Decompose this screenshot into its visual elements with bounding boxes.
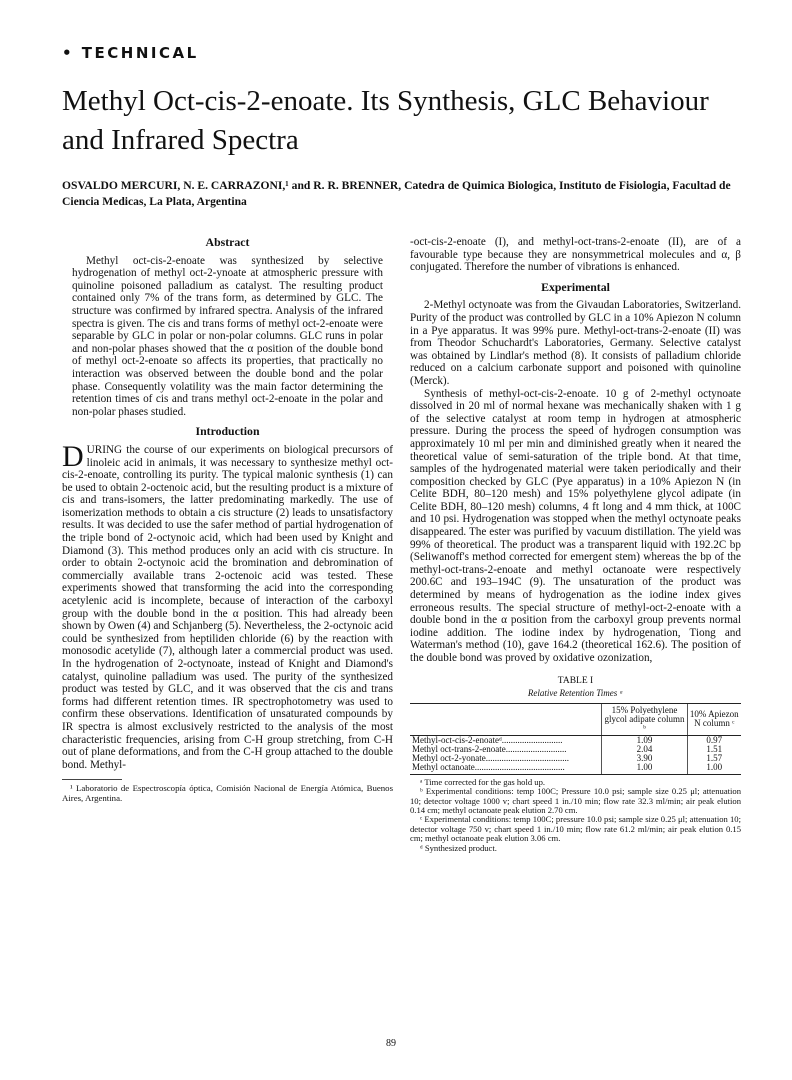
retention-table — [410, 703, 741, 775]
table-cell: 1.57 — [687, 754, 741, 763]
table-cell: 0.97 — [687, 735, 741, 745]
table-cell: Methyl oct-2-yonate..................................... — [412, 752, 569, 763]
right-column — [410, 236, 741, 853]
section-label: • TECHNICAL — [62, 44, 199, 62]
table-cell: 1.09 — [602, 735, 687, 745]
footnote: ¹ Laboratorio de Espectroscopía óptica, Comisión Nacional de Energía Atómica, Buenos Aires, Argentina. — [62, 783, 393, 804]
table-cell: Methyl-oct-cis-2-enoateᵈ........................... — [412, 734, 563, 745]
table-header-row — [410, 703, 741, 735]
table-cell: 1.00 — [687, 763, 741, 775]
table-note: ᵇ Experimental conditions: temp 100C; Pressure 10.0 psi; sample size 0.25 μl; attenuation 10; detector voltage 1000 v; chart speed 1 in./10 min; flow rate 32.3 ml/min; air peak elution 0.14 cm; methyl octanoate peak elution 2.70 cm. — [410, 786, 741, 815]
table-note: ᵃ Time corrected for the gas hold up. — [420, 776, 546, 787]
table-note: ᶜ Experimental conditions: temp 100C; pressure 10.0 psi; sample size 0.25 μl; attenuation 10; detector voltage 750 v; chart speed 1 in./10 min; flow rate 61.2 ml/min; air peak elution 0.15 cm; methyl octanoate peak elution 3.06 cm. — [410, 814, 741, 844]
introduction-body: URING the course of our experiments on biological precursors of linoleic acid in animals, it was necessary to synthesize methyl oct-cis-2-enoate, controlling its purity. The typical malonic synthesis (1) can be used to obtain 2-octenoic acid, but the resulting product is a mixture of cis and trans-isomers, the latter predominating markedly. The use of isomerization methods to obtain a cis structure (2) leads to unsatisfactory results. It was decided to use the safer method of partial hydrogenation of the triple bond of 2-octynoic acid, which had been used by Knight and Diamond (3). This method produces only an acid with cis structure. In order to obtain 2-octynoic acid the bromination and debromination of commercially available trans 2-octenoic acid was tested. These experiments showed that transforming the acid into the corresponding acetylenic acid is incomplete, because of interaction of the carboxyl group with the double bond in the α position. This had already been shown by Owen (4) and Schjanberg (5). Nevertheless, the 2-octynoic acid could be synthesized from heptiliden chloride (6) by the reaction with monosodic acetylide (7), although later a commercial product was used. In the hydrogenation of 2-octynoate, instead of Knight and Diamond's catalyst, quinoline palladium was used. The purity of the synthesized product was tested by GLC, and it was observed that the cis and trans forms had different retention times. IR spectrophotometry was used to confirm these observations. Identification of unsaturated compounds by IR spectra is almost exclusively restricted to the analysis of the most characteristic frequencies, arising from C-H group stretching, from C-H out of plane deformations, and from the C-H group attached to the double bond. Methyl- — [62, 443, 393, 771]
table-cell: 2.04 — [602, 745, 687, 754]
drop-cap: D — [62, 439, 84, 473]
experimental-paragraph-2: Synthesis of methyl-oct-cis-2-enoate. 10 g of 2-methyl octynoate dissolved in 20 ml of normal hexane was mechanically shaken with 1 g of the selective catalyst at room temp in hydrogen at atmospheric pressure. During the process the speed of hydrogen consumption was approximately 10 ml per min and diminished greatly when it neared the theoretical value of semi-saturation of the triple bond. At that time, samples of the hydrogenated material were taken periodically and their composition checked by GLC (Pye apparatus) in a 10% Apiezon N (in Celite BDH, 80–120 mesh) and 15% polyethylene glycol adipate (in Celite BDH, 80–120 mesh) columns, 4 ft long and 4 mm thick, at 100C and 10 psi. Hydrogenation was stopped when the methyl octynoate peaks disappeared. The ester was purified by vacuum distillation. The yield was 99% of theoretical. The product was a transparent liquid with 192.2C bp (Seliwanoff's method corrected for emergent stem) whereas the bp of the methyl-oct-trans-2-enoate and methyl octanoate were respectively 200.6C and 193–194C (9). The unsaturation of the product was determined by means of hydrogenation as the iodine index gives erroneous results. The special structure of methyl-oct-2-enoate with a double bond in the α position from the carboxyl group prevents normal iodine addition. The iodine index by hydrogenation, Tiong and Waterman's method (10), gave 164.2 (theoretical 162.6). The position of the double bond was proved by oxidative ozonization, — [410, 387, 741, 664]
continued-text: -oct-cis-2-enoate (I), and methyl-oct-trans-2-enoate (II), are of a favourable type because they are nonsymmetrical molecules and α, β conjugated. Therefore the number of vibrations is enhanced. — [410, 236, 741, 274]
page-number: 89 — [386, 1038, 396, 1049]
table-notes — [410, 778, 741, 853]
table-cell: 1.51 — [687, 745, 741, 754]
table-subtitle: Relative Retention Times ᵃ — [527, 688, 624, 699]
footnote-rule — [62, 779, 122, 780]
table-header-cell: 15% Polyethylene glycol adipate column ᵇ — [602, 703, 687, 735]
table-header-cell — [410, 703, 602, 735]
experimental-paragraph-1: 2-Methyl octynoate was from the Givaudan Laboratories, Switzerland. Purity of the product was controlled by GLC in a 10% Apiezon N column in a Pye apparatus. It was 99% pure. Methyl-oct-trans-2-enoate (II) was from Theodor Schuchardt's Laboratories, Germany. Selective catalyst was obtained by Lindlar's method (8). It consists of palladium chloride reduced on a calcium carbonate support and poisoned with quinoline (Merck). — [410, 299, 741, 387]
table-cell: Methyl octanoate........................................ — [410, 763, 602, 775]
abstract-heading: Abstract — [205, 235, 250, 249]
author-affiliation: OSVALDO MERCURI, N. E. CARRAZONI,¹ and R. R. BRENNER, Catedra de Quimica Biologica, Instituto de Fisiologia, Facultad de Ciencia Medicas, La Plata, Argentina — [62, 179, 731, 208]
table-note: ᵈ Synthesized product. — [420, 842, 497, 853]
table-cell: 3.90 — [602, 754, 687, 763]
abstract-section — [62, 236, 393, 418]
table-cell: 1.00 — [602, 763, 687, 775]
table-cell: Methyl oct-trans-2-enoate........................... — [412, 743, 567, 754]
introduction-text — [62, 439, 393, 771]
table-title: TABLE I — [557, 675, 594, 686]
experimental-heading: Experimental — [541, 279, 610, 294]
article-title: Methyl Oct-cis-2-enoate. Its Synthesis, GLC Behaviour and Infrared Spectra — [62, 85, 709, 156]
left-column — [62, 236, 393, 803]
abstract-text: Methyl oct-cis-2-enoate was synthesized by selective hydrogenation of methyl oct-2-ynoate at atmospheric pressure with quinoline poisoned palladium as catalyst. The resulting product contained only 7% of the trans form, as determined by GLC. The structure was confirmed by infrared spectra. Analysis of the infrared spectra is given. The cis and trans forms of methyl oct-2-enoate were separable by GLC in polar or non-polar columns. GLC runs in polar and non-polar phases showed that the α position of the double bond of methyl oct-2-enoate so affects its properties, that practically no interaction was observed between the double bond and the polar phase. Consequently volatility was the main factor determining the retention times of cis and trans methyl oct-2-enoate in the polar and non-polar phases studied. — [72, 254, 383, 418]
table-header-cell: 10% Apiezon N column ᶜ — [687, 703, 741, 735]
table-row — [410, 763, 741, 775]
introduction-heading: Introduction — [195, 424, 260, 439]
